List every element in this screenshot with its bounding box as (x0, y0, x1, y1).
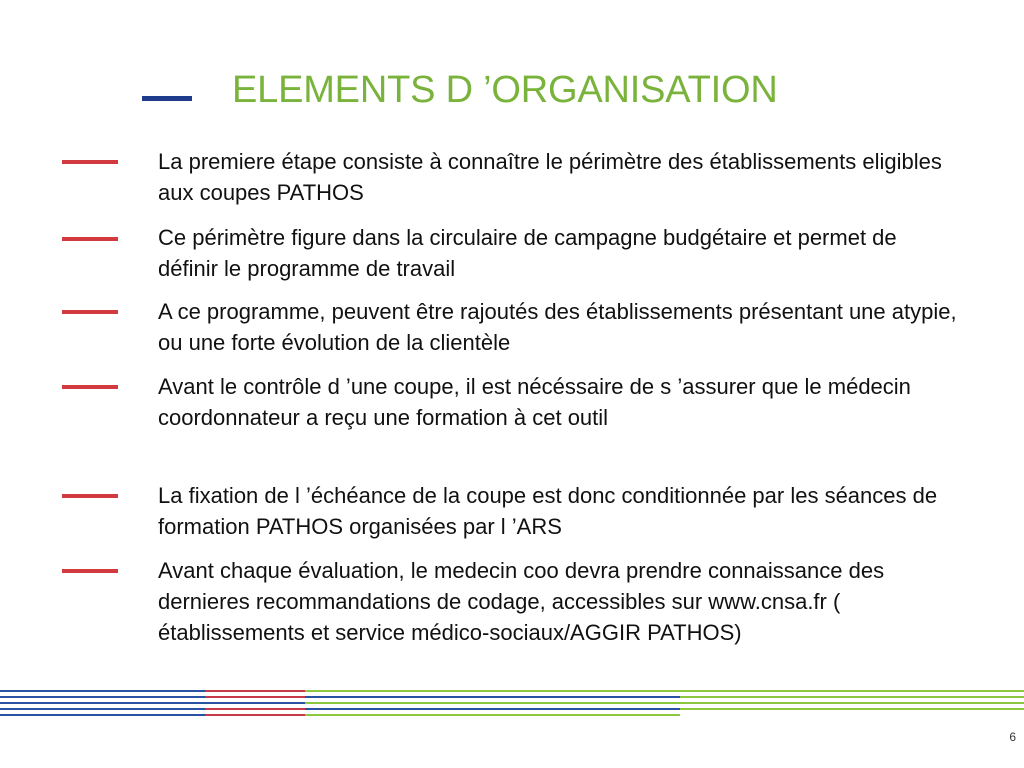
footer-stripe-blue (0, 714, 205, 716)
bullet-text: Avant le contrôle d ’une coupe, il est nécéssaire de s ’assurer que le médecin coordonnateur a reçu une formation à cet outil (158, 374, 911, 430)
footer-stripe-blue (205, 702, 305, 704)
footer-stripe-red (205, 714, 305, 716)
footer-stripe-green (305, 714, 680, 716)
bullet-text: Ce périmètre figure dans la circulaire de campagne budgétaire et permet de définir le programme de travail (158, 225, 897, 281)
title-dash-decoration (142, 96, 192, 101)
bullet-text: Avant chaque évaluation, le medecin coo devra prendre connaissance des dernieres recommandations de codage, accessibles sur www.cnsa.fr ( établissements et service médico-sociaux/AGGIR PATHOS) (158, 558, 885, 645)
bullet-dash-icon (62, 160, 118, 164)
footer-stripe-red (205, 696, 305, 698)
footer-stripe-blue (0, 696, 205, 698)
footer-stripe-blue (0, 702, 205, 704)
bullet-dash-icon (62, 310, 118, 314)
footer-stripe-green (680, 690, 1024, 692)
footer-stripe-green (680, 696, 1024, 698)
footer-stripes (0, 690, 1024, 720)
bullet-dash-icon (62, 494, 118, 498)
footer-stripe-blue (305, 708, 680, 710)
slide-title: ELEMENTS D ’ORGANISATION (232, 69, 778, 111)
bullet-text: A ce programme, peuvent être rajoutés des établissements présentant une atypie, ou une forte évolution de la clientèle (158, 299, 957, 355)
footer-stripe-green (305, 702, 680, 704)
bullet-text: La fixation de l ’échéance de la coupe est donc conditionnée par les séances de formation PATHOS organisées par l ’ARS (158, 483, 938, 539)
page-number: 6 (1009, 730, 1016, 744)
bullet-dash-icon (62, 569, 118, 573)
footer-stripe-green (680, 702, 1024, 704)
footer-stripe-blue (0, 690, 205, 692)
bullet-text: La premiere étape consiste à connaître le périmètre des établissements eligibles aux coupes PATHOS (158, 149, 942, 205)
bullet-dash-icon (62, 385, 118, 389)
footer-stripe-red (205, 690, 305, 692)
bullet-dash-icon (62, 237, 118, 241)
footer-stripe-blue (305, 696, 680, 698)
footer-stripe-blue (0, 708, 205, 710)
footer-stripe-green (680, 708, 1024, 710)
footer-stripe-red (205, 708, 305, 710)
footer-stripe-green (305, 690, 680, 692)
